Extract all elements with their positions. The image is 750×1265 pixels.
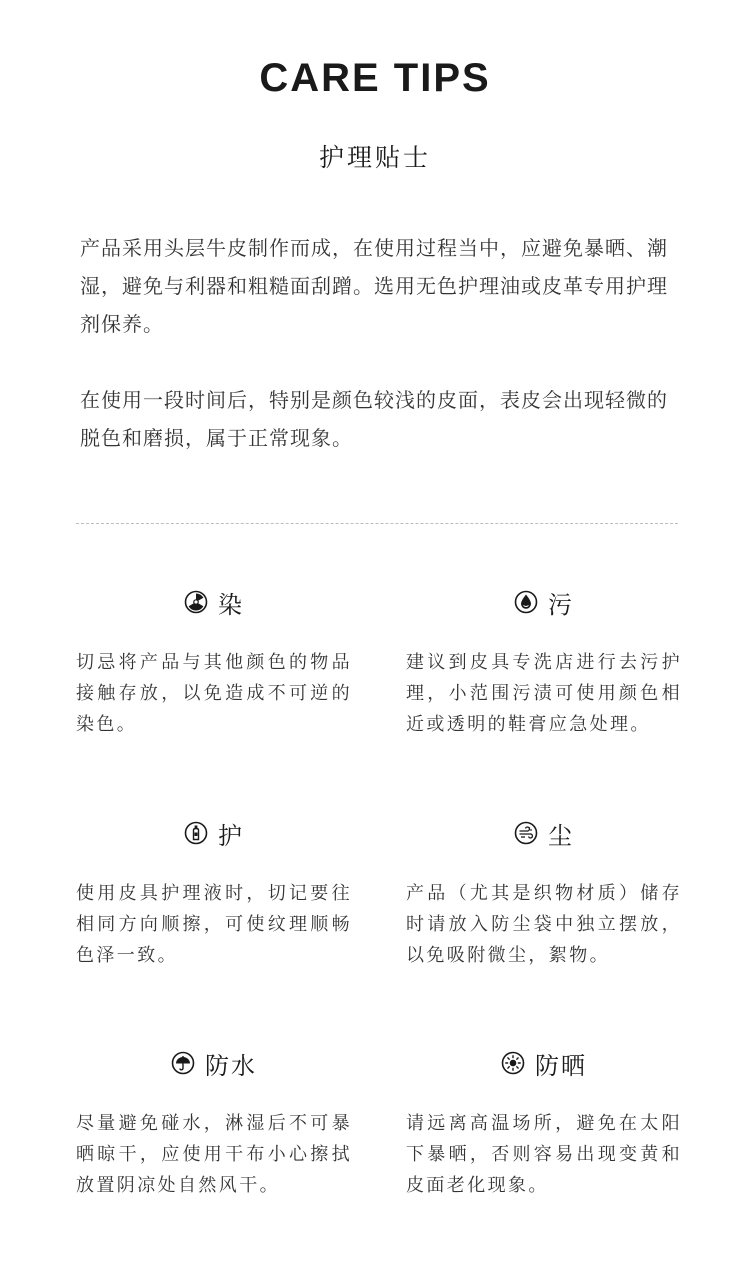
tip-dust xyxy=(406,816,682,971)
tip-text: 建议到皮具专洗店进行去污护理，小范围污渍可使用颜色相近或透明的鞋膏应急处理。 xyxy=(406,652,682,735)
tip-title: 防水 xyxy=(205,1051,257,1080)
section-divider xyxy=(76,523,678,524)
tip-care xyxy=(76,816,352,971)
tip-text: 切忌将产品与其他颜色的物品接触存放，以免造成不可逆的染色。 xyxy=(76,652,352,735)
tip-title: 污 xyxy=(548,590,574,619)
tip-title: 尘 xyxy=(548,821,574,850)
tip-header xyxy=(406,816,682,850)
intro-paragraph-1: 产品采用头层牛皮制作而成，在使用过程当中，应避免暴晒、潮湿，避免与利器和粗糙面刮蹭。选用无色护理油或皮革专用护理剂保养。 xyxy=(80,236,668,336)
tip-text: 产品（尤其是织物材质）储存时请放入防尘袋中独立摆放，以免吸附微尘，絮物。 xyxy=(406,883,682,966)
page-subtitle: 护理贴士 xyxy=(318,143,431,172)
tip-header xyxy=(76,816,352,850)
dust-icon xyxy=(514,821,538,845)
bottle-icon xyxy=(184,821,208,845)
sun-icon xyxy=(501,1051,525,1075)
tip-header xyxy=(76,585,352,619)
tip-text: 尽量避免碰水，淋湿后不可暴晒晾干，应使用干布小心擦拭放置阴凉处自然风干。 xyxy=(76,1113,352,1196)
tip-title: 护 xyxy=(218,821,244,850)
tip-header xyxy=(76,1046,352,1080)
page-title: CARE TIPS xyxy=(259,56,491,100)
tip-dye xyxy=(76,585,352,740)
intro-paragraph-2: 在使用一段时间后，特别是颜色较浅的皮面，表皮会出现轻微的脱色和磨损，属于正常现象。 xyxy=(80,388,668,450)
umbrella-icon xyxy=(171,1051,195,1075)
tip-title: 染 xyxy=(218,590,244,619)
tip-text: 使用皮具护理液时，切记要往相同方向顺擦，可使纹理顺畅色泽一致。 xyxy=(76,883,352,966)
tip-title: 防晒 xyxy=(535,1051,587,1080)
tip-header xyxy=(406,1046,682,1080)
tip-header xyxy=(406,585,682,619)
tip-stain xyxy=(406,585,682,740)
tip-text: 请远离高温场所，避免在太阳下暴晒，否则容易出现变黄和皮面老化现象。 xyxy=(406,1113,682,1196)
tip-sunproof xyxy=(406,1046,682,1201)
dye-icon xyxy=(184,590,208,614)
tip-waterproof xyxy=(76,1046,352,1201)
water-drop-icon xyxy=(514,590,538,614)
